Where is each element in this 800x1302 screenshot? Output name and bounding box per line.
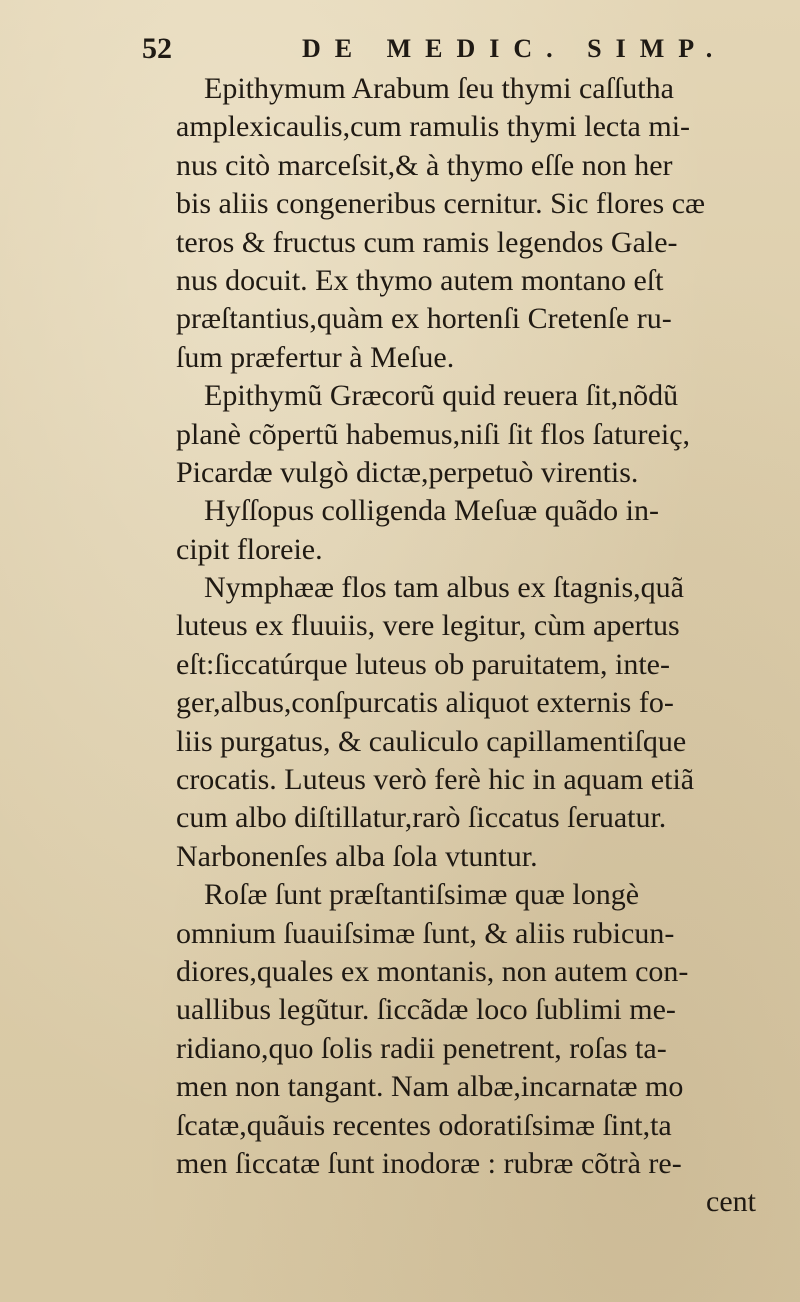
text-line: eſt:ſiccatúrque luteus ob paruitatem, inte- bbox=[176, 647, 670, 681]
text-line: cum albo diſtillatur,rarò ſiccatus ſeruatur. bbox=[176, 801, 667, 835]
text-line: diores,quales ex montanis, non autem con- bbox=[176, 954, 689, 988]
text-line: Epithymũ Græcorũ quid reuera ſit,nõdũ bbox=[204, 379, 679, 413]
text-line: luteus ex fluuiis, vere legitur, cùm apertus bbox=[176, 609, 680, 643]
text-line: præſtantius,quàm ex hortenſi Cretenſe ru- bbox=[176, 302, 672, 336]
text-line: crocatis. Luteus verò ferè hic in aquam etiã bbox=[176, 763, 695, 797]
text-line: Roſæ ſunt præſtantiſsimæ quæ longè bbox=[204, 878, 640, 912]
text-line: planè cõpertũ habemus,niſi ſit flos ſatureiç, bbox=[176, 417, 691, 451]
text-line: Narbonenſes alba ſola vtuntur. bbox=[176, 839, 538, 873]
text-line: bis aliis congeneribus cernitur. Sic flores cæ bbox=[176, 187, 706, 221]
text-line: Hyſſopus colligenda Meſuæ quãdo in- bbox=[204, 494, 659, 528]
text-line: nus docuit. Ex thymo autem montano eſt bbox=[176, 263, 664, 297]
text-line: Nymphææ flos tam albus ex ſtagnis,quã bbox=[204, 571, 684, 605]
page-header bbox=[142, 30, 727, 70]
text-line: amplexicaulis,cum ramulis thymi lecta mi- bbox=[176, 110, 691, 144]
text-line: nus citò marceſsit,& à thymo eſſe non her bbox=[176, 148, 673, 182]
text-line: men non tangant. Nam albæ,incarnatæ mo bbox=[176, 1070, 684, 1104]
text-line: Epithymum Arabum ſeu thymi caſſutha bbox=[204, 72, 674, 105]
text-line: uallibus legũtur. ſiccãdæ loco ſublimi me- bbox=[176, 993, 676, 1027]
text-line: teros & fructus cum ramis legendos Gale- bbox=[176, 225, 678, 259]
text-line: liis purgatus, & cauliculo capillamentiſque bbox=[176, 724, 687, 758]
text-line: ſum præfertur à Meſue. bbox=[176, 340, 455, 374]
text-line: ridiano,quo ſolis radii penetrent, roſas ta- bbox=[176, 1031, 667, 1065]
text-line: Picardæ vulgò dictæ,perpetuò virentis. bbox=[176, 455, 639, 489]
text-line: ſcatæ,quãuis recentes odoratiſsimæ ſint,ta bbox=[176, 1108, 672, 1142]
running-head: DE MEDIC. SIMP. bbox=[302, 34, 727, 63]
text-line: omnium ſuauiſsimæ ſunt, & aliis rubicun- bbox=[176, 916, 675, 950]
text-line: ger,albus,conſpurcatis aliquot externis fo- bbox=[176, 686, 674, 720]
text-line: men ſiccatæ ſunt inodoræ : rubræ cõtrà re- bbox=[176, 1146, 682, 1180]
text-line: cipit floreie. bbox=[176, 532, 323, 566]
page-number: 52 bbox=[142, 32, 172, 65]
text-line: cent bbox=[706, 1185, 756, 1219]
body-text bbox=[176, 70, 780, 1222]
